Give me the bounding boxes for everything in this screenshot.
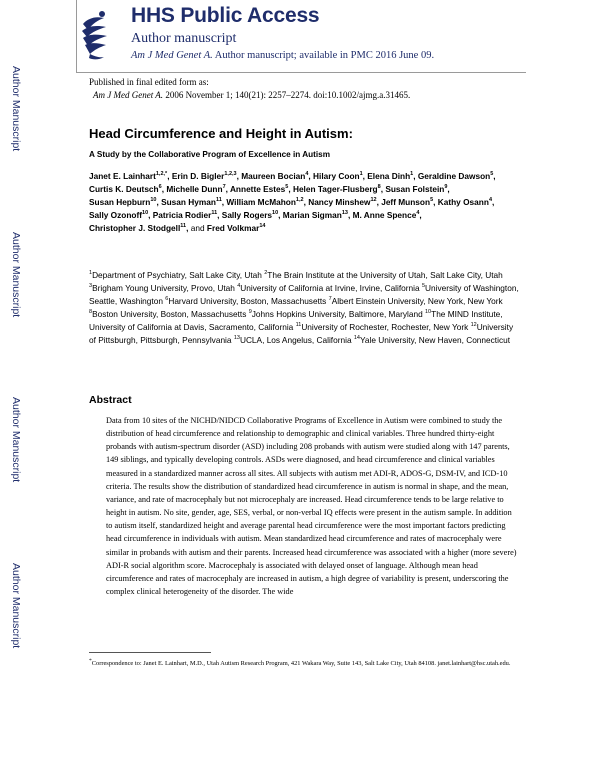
author-affiliation-marker: 5	[490, 171, 494, 178]
author-affiliation-marker: 1,2	[295, 197, 304, 204]
author-affiliation-marker: 10	[150, 197, 157, 204]
affiliation-text: Harvard University, Boston, Massachusetts	[168, 296, 327, 307]
affiliation-marker: 7	[328, 296, 332, 303]
affiliation-text: Johns Hopkins University, Baltimore, Maryland	[251, 309, 423, 320]
author-name	[89, 171, 167, 181]
paper-subtitle: A Study by the Collaborative Program of Excellence in Autism	[89, 150, 330, 159]
author-affiliation-marker: 11	[180, 223, 187, 230]
author-affiliation-marker: 1,2,3	[224, 171, 237, 178]
affiliation-text: University of Rochester, Rochester, New York	[301, 322, 469, 333]
author-affiliation-marker: 4	[416, 210, 420, 217]
correspondence-footnote	[89, 659, 519, 669]
sidebar-author-manuscript-label: Author Manuscript	[10, 563, 22, 649]
affiliation-text: Yale University, New Haven, Connecticut	[360, 335, 511, 346]
author-name	[381, 197, 433, 207]
author-name-text: Nancy Minshew	[308, 197, 371, 208]
author-name-text: Elena Dinh	[367, 171, 411, 181]
hhs-public-access-title: HHS Public Access	[131, 4, 320, 27]
author-name	[308, 197, 376, 207]
author-name-text: Jeff Munson	[381, 197, 431, 208]
affiliation-marker: 10	[425, 309, 432, 316]
author-name	[207, 223, 266, 233]
author-manuscript-subtitle: Author manuscript	[131, 31, 237, 46]
affiliation-marker: 13	[233, 335, 240, 342]
author-name-text: Erin D. Bigler	[171, 171, 225, 181]
author-affiliation-marker: 4	[305, 171, 309, 178]
author-affiliation-marker: 9	[444, 184, 448, 191]
footnote-divider	[89, 652, 211, 653]
author-affiliation-marker: 10	[272, 210, 279, 217]
author-name-text: Geraldine Dawson	[417, 171, 491, 181]
affiliation-marker: 1	[89, 270, 93, 277]
author-name	[153, 210, 217, 220]
affiliation-text: Department of Psychiatry, Salt Lake City, Utah	[92, 270, 262, 280]
author-affiliation-marker: 5	[285, 184, 289, 191]
affiliation-text: UCLA, Los Angelus, California	[239, 335, 352, 346]
author-name	[172, 171, 237, 181]
author-name-text: Hilary Coon	[313, 171, 360, 181]
abstract-heading: Abstract	[89, 394, 132, 406]
affiliation-marker: 11	[295, 322, 302, 329]
affiliation-text: Albert Einstein University, New York, New York	[331, 296, 503, 307]
affiliation-marker: 3	[89, 283, 93, 290]
author-affiliation-marker: 12	[370, 197, 377, 204]
author-name	[313, 171, 363, 181]
author-affiliation-marker: 1	[410, 171, 414, 178]
author-name-text: Janet E. Lainhart	[89, 171, 156, 181]
author-name	[353, 210, 420, 220]
hhs-eagle-logo-icon	[80, 6, 110, 62]
author-name-text: Annette Estes	[229, 184, 286, 195]
author-name	[438, 197, 492, 207]
publication-journal: Am J Med Genet A.	[93, 90, 164, 100]
affiliation-text: The Brain Institute at the University of Utah, Salt Lake City, Utah	[267, 270, 503, 280]
author-name-text: Curtis K. Deutsch	[89, 184, 159, 195]
author-name-text: Susan Hepburn	[89, 197, 151, 208]
affiliation-marker: 12	[470, 322, 477, 329]
header-divider	[76, 72, 526, 73]
author-name-text: Maureen Bocian	[241, 171, 306, 181]
abstract-body: Data from 10 sites of the NICHD/NIDCD Collaborative Programs of Excellence in Autism were combined to study the distribution of head circumference and relationship to demographic and clinical variables. Three hundred thirty-eight probands with autism-spectrum disorder (ASD) including 208 probands with autism were studied along with 147 parents, 149 siblings, and typically developing controls. ASDs were diagnosed, and head circumference and clinical variables measured in a standardized manner across all sites. All subjects with autism met ADI-R, ADOS-G, DSM-IV, and ICD-10 criteria. The results show the distribution of standardized head circumference in autism is normal in shape, and the mean, variance, and rate of macrocephaly but not microcephaly are increased. Head circumference tends to be large relative to height in autism. No site, gender, age, SES, verbal, or non-verbal IQ effects were present in the autism sample. In addition to autism itself, standardized height and average parental head circumference were the most important factors predicting head circumference in individuals with autism. Mean standardized head circumference and rates of macrocephaly were similar in probands with autism and their parents. Increased head circumference was associated with a higher (more severe) ADI-R social algorithm score. Macrocephaly is associated with delayed onset of language. Although mean head circumference and rates of macrocephaly are increased in autism, a high degree of variability is present, underscoring the complex clinical heterogeneity of the disorder. The wide	[106, 416, 517, 597]
author-name	[89, 210, 148, 220]
author-name-text: Sally Rogers	[221, 210, 273, 221]
footnote-marker: *	[89, 657, 92, 664]
author-name-text: Fred Volkmar	[206, 223, 260, 234]
author-affiliation-marker: 11	[215, 197, 222, 204]
affiliation-text: University of California at Irvine, Irvine, California	[240, 283, 420, 294]
author-affiliation-marker: 7	[222, 184, 226, 191]
affiliation-list	[89, 269, 521, 348]
author-affiliation-marker: 10	[142, 210, 149, 217]
affiliation-marker: 2	[264, 270, 268, 277]
author-name	[222, 210, 278, 220]
affiliation-marker: 6	[165, 296, 169, 303]
author-name-text: Patricia Rodier	[152, 210, 212, 221]
paper-title: Head Circumference and Height in Autism:	[89, 126, 353, 141]
affiliation-marker: 8	[89, 309, 93, 316]
author-name	[226, 197, 303, 207]
author-name	[89, 197, 156, 207]
author-name	[241, 171, 308, 181]
author-name	[293, 184, 381, 194]
affiliation-marker: 5	[421, 283, 425, 290]
author-name-text: William McMahon	[226, 197, 296, 208]
header-journal-name: Am J Med Genet A.	[131, 50, 213, 61]
author-name-text: Kathy Osann	[437, 197, 489, 208]
author-name	[385, 184, 447, 194]
affiliation-text: The MIND Institute, University of California at Davis, Sacramento, California	[89, 309, 503, 333]
author-name-text: Marian Sigman	[282, 210, 342, 221]
author-name-text: Christopher J. Stodgell	[89, 223, 181, 234]
affiliation-marker: 14	[353, 335, 360, 342]
footnote-text: Correspondence to: Janet E. Lainhart, M.D., Utah Autism Research Program, 421 Wakara Way, Suite 143, Salt Lake City, Utah 84108. janet.lainhart@hsc.utah.edu.	[91, 660, 511, 667]
header-availability: Author manuscript; available in PMC 2016 June 09.	[214, 50, 435, 61]
affiliation-text: Brigham Young University, Provo, Utah	[92, 283, 235, 294]
affiliation-marker: 9	[248, 309, 252, 316]
header-citation	[131, 50, 434, 61]
author-list: Janet E. Lainhart$^{1,2,*}$, Erin D. Bigler$^{1,2,3}$, Maureen Bocian$^4$, Hilary Coon$^1$, Elena Dinh$^1$, Geraldine Dawson$^5$, Curtis K. Deutsch$^6$, Michelle Dunn$^7$, Annette Estes$^5$, Helen Tager-Flusberg$^8$, Susan Folstein$^9$, Susan Hepburn$^{10}$, Susan Hyman$^{11}$, William McMahon$^{1,2}$, Nancy Minshew$^{12}$, Jeff Munson$^5$, Kathy Osann$^4$, Sally Ozonoff$^{10}$, Patricia Rodier$^{11}$, Sally Rogers$^{10}$, Marian Sigman$^{13}$, M. Anne Spence$^4$, Christopher J. Stodgell$^{11}$, and Fred Volkmar$^{14}$	[89, 171, 496, 234]
affiliation-text: Boston University, Boston, Massachusetts	[92, 309, 247, 320]
author-name	[367, 171, 413, 181]
sidebar-author-manuscript-label: Author Manuscript	[10, 397, 22, 483]
author-name-text: M. Anne Spence	[352, 210, 417, 221]
author-name	[166, 184, 225, 194]
author-affiliation-marker: 13	[341, 210, 348, 217]
affiliation-marker: 4	[237, 283, 241, 290]
author-affiliation-marker: 1	[359, 171, 363, 178]
published-in-final-form: Published in final edited form as:	[89, 77, 209, 87]
publication-citation	[93, 90, 410, 100]
author-affiliation-marker: 6	[158, 184, 162, 191]
author-affiliation-marker: 11	[211, 210, 218, 217]
author-name	[418, 171, 493, 181]
author-name	[161, 197, 222, 207]
affiliation-text: University of Washington, Seattle, Washington	[89, 283, 519, 307]
author-and-conjunction: and	[190, 223, 205, 234]
author-affiliation-marker: 8	[377, 184, 381, 191]
sidebar-author-manuscript-label: Author Manuscript	[10, 232, 22, 318]
author-name-text: Michelle Dunn	[166, 184, 223, 195]
author-affiliation-marker: 4	[488, 197, 492, 204]
author-name	[89, 223, 186, 233]
author-name-text: Sally Ozonoff	[89, 210, 143, 221]
affiliation-text: University of Pittsburgh, Pittsburgh, Pennsylvania	[89, 322, 514, 346]
author-name	[283, 210, 348, 220]
author-affiliation-marker: 1,2,*	[155, 171, 168, 178]
author-affiliation-marker: 14	[259, 223, 266, 230]
author-name-text: Susan Hyman	[161, 197, 216, 208]
author-name-text: Susan Folstein	[385, 184, 445, 195]
sidebar-author-manuscript-label: Author Manuscript	[10, 66, 22, 152]
author-name-text: Helen Tager-Flusberg	[292, 184, 378, 195]
author-name	[89, 184, 162, 194]
author-affiliation-marker: 5	[430, 197, 434, 204]
publication-details: 2006 November 1; 140(21): 2257–2274. doi:10.1002/ajmg.a.31465.	[165, 90, 411, 100]
author-name	[230, 184, 288, 194]
